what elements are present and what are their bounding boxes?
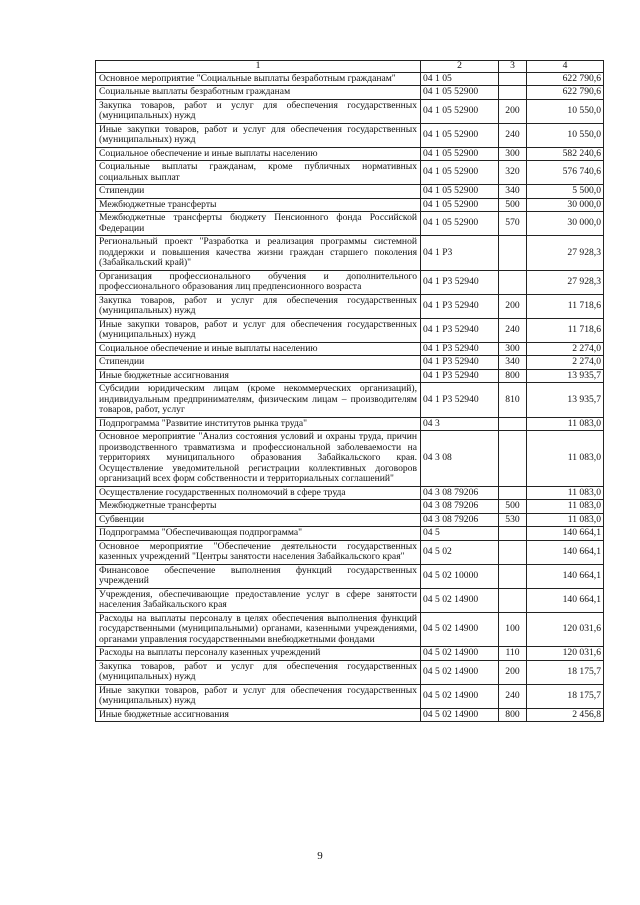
- row-name: Иные закупки товаров, работ и услуг для обеспечения государственных (муниципальных) нужд: [96, 123, 421, 147]
- row-code: 04 3 08 79206: [421, 500, 499, 514]
- row-amount: 2 274,0: [527, 356, 604, 370]
- table-row: [96, 318, 604, 342]
- table-row: [96, 212, 604, 236]
- table-row: [96, 342, 604, 356]
- row-name: Закупка товаров, работ и услуг для обеспечения государственных (муниципальных) нужд: [96, 660, 421, 684]
- table-row: [96, 513, 604, 527]
- budget-table-body: [96, 61, 604, 722]
- row-type: 530: [499, 513, 527, 527]
- row-amount: 2 274,0: [527, 342, 604, 356]
- row-amount: 576 740,6: [527, 161, 604, 185]
- row-type: 200: [499, 99, 527, 123]
- row-type: 300: [499, 147, 527, 161]
- row-type: 500: [499, 198, 527, 212]
- budget-table: [95, 60, 604, 722]
- table-row: [96, 588, 604, 612]
- row-name: Финансовое обеспечение выполнения функций государственных учреждений: [96, 564, 421, 588]
- row-type: [499, 431, 527, 487]
- table-row: [96, 647, 604, 661]
- table-row: [96, 383, 604, 418]
- page-number: 9: [317, 850, 323, 862]
- row-amount: 10 550,0: [527, 123, 604, 147]
- row-amount: 13 935,7: [527, 369, 604, 383]
- row-code: 04 5 02 14900: [421, 612, 499, 647]
- row-name: Подпрограмма "Развитие институтов рынка труда": [96, 417, 421, 431]
- table-row: [96, 417, 604, 431]
- row-code: 04 1 05 52900: [421, 212, 499, 236]
- row-amount: 140 664,1: [527, 564, 604, 588]
- table-row: [96, 708, 604, 722]
- table-row: [96, 161, 604, 185]
- row-type: [499, 486, 527, 500]
- row-amount: 622 790,6: [527, 86, 604, 100]
- budget-table-page: [95, 60, 603, 722]
- row-name: Расходы на выплаты персоналу в целях обеспечения выполнения функций государственными (муниципальными) органами, казенными учреждениями, органами управления государственными внебюджетными фондами: [96, 612, 421, 647]
- row-amount: 27 928,3: [527, 270, 604, 294]
- row-name: Иные бюджетные ассигнования: [96, 369, 421, 383]
- table-row: [96, 540, 604, 564]
- row-name: Осуществление государственных полномочий в сфере труда: [96, 486, 421, 500]
- row-code: 04 1 05 52900: [421, 198, 499, 212]
- table-row: [96, 198, 604, 212]
- row-code: 04 1 P3 52940: [421, 342, 499, 356]
- header-col-2: 2: [421, 61, 499, 73]
- row-amount: 2 456,8: [527, 708, 604, 722]
- row-code: 04 1 05 52900: [421, 147, 499, 161]
- table-row: [96, 147, 604, 161]
- row-code: 04 5 02 14900: [421, 660, 499, 684]
- row-code: 04 5 02: [421, 540, 499, 564]
- row-code: 04 1 P3 52940: [421, 294, 499, 318]
- row-amount: 11 083,0: [527, 500, 604, 514]
- row-amount: 582 240,6: [527, 147, 604, 161]
- row-type: 300: [499, 342, 527, 356]
- header-col-1: 1: [96, 61, 421, 73]
- row-name: Стипендии: [96, 185, 421, 199]
- row-type: [499, 86, 527, 100]
- row-amount: 30 000,0: [527, 198, 604, 212]
- row-type: 240: [499, 318, 527, 342]
- row-type: [499, 72, 527, 86]
- row-name: Основное мероприятие "Социальные выплаты безработным гражданам": [96, 72, 421, 86]
- row-name: Социальное обеспечение и иные выплаты населению: [96, 147, 421, 161]
- table-row: [96, 684, 604, 708]
- header-col-3: 3: [499, 61, 527, 73]
- table-row: [96, 99, 604, 123]
- row-name: Межбюджетные трансферты: [96, 500, 421, 514]
- row-amount: 18 175,7: [527, 660, 604, 684]
- table-row: [96, 564, 604, 588]
- row-amount: 5 500,0: [527, 185, 604, 199]
- row-name: Иные закупки товаров, работ и услуг для обеспечения государственных (муниципальных) нужд: [96, 684, 421, 708]
- row-code: 04 3 08: [421, 431, 499, 487]
- row-type: [499, 417, 527, 431]
- row-name: Региональный проект "Разработка и реализация программы системной поддержки и повышения качества жизни граждан старшего поколения (Забайкальский край)": [96, 236, 421, 271]
- row-code: 04 3: [421, 417, 499, 431]
- table-row: [96, 527, 604, 541]
- row-amount: 13 935,7: [527, 383, 604, 418]
- row-type: [499, 527, 527, 541]
- row-type: 570: [499, 212, 527, 236]
- row-type: 340: [499, 185, 527, 199]
- row-code: 04 5 02 10000: [421, 564, 499, 588]
- row-amount: 11 718,6: [527, 294, 604, 318]
- row-name: Социальные выплаты безработным гражданам: [96, 86, 421, 100]
- row-amount: 11 718,6: [527, 318, 604, 342]
- row-code: 04 1 05 52900: [421, 161, 499, 185]
- row-type: 500: [499, 500, 527, 514]
- row-type: 240: [499, 684, 527, 708]
- row-name: Учреждения, обеспечивающие предоставление услуг в сфере занятости населения Забайкальского края: [96, 588, 421, 612]
- table-row: [96, 86, 604, 100]
- row-amount: 10 550,0: [527, 99, 604, 123]
- row-code: 04 1 05 52900: [421, 185, 499, 199]
- row-code: 04 1 P3: [421, 236, 499, 271]
- row-amount: 30 000,0: [527, 212, 604, 236]
- row-code: 04 3 08 79206: [421, 513, 499, 527]
- row-type: 110: [499, 647, 527, 661]
- row-name: Стипендии: [96, 356, 421, 370]
- table-row: [96, 236, 604, 271]
- row-code: 04 1 P3 52940: [421, 383, 499, 418]
- row-amount: 11 083,0: [527, 431, 604, 487]
- row-type: [499, 540, 527, 564]
- header-col-4: 4: [527, 61, 604, 73]
- row-name: Иные закупки товаров, работ и услуг для обеспечения государственных (муниципальных) нужд: [96, 318, 421, 342]
- row-name: Расходы на выплаты персоналу казенных учреждений: [96, 647, 421, 661]
- row-name: Организация профессионального обучения и дополнительного профессионального образования лиц предпенсионного возраста: [96, 270, 421, 294]
- row-code: 04 5 02 14900: [421, 684, 499, 708]
- row-amount: 120 031,6: [527, 647, 604, 661]
- row-type: 340: [499, 356, 527, 370]
- row-code: 04 5 02 14900: [421, 708, 499, 722]
- table-row: [96, 486, 604, 500]
- table-row: [96, 369, 604, 383]
- row-amount: 140 664,1: [527, 540, 604, 564]
- row-name: Субвенции: [96, 513, 421, 527]
- table-row: [96, 294, 604, 318]
- table-row: [96, 270, 604, 294]
- table-header-row: [96, 61, 604, 73]
- row-name: Иные бюджетные ассигнования: [96, 708, 421, 722]
- row-type: 240: [499, 123, 527, 147]
- row-name: Основное мероприятие "Анализ состояния условий и охраны труда, причин производственного травматизма и профессиональной заболеваемости на территориях муниципального образования Забайкальского края. Осуществление уведомительной регистрации коллективных договоров организаций всех форм собственности и территориальных соглашений": [96, 431, 421, 487]
- row-amount: 140 664,1: [527, 527, 604, 541]
- row-name: Социальное обеспечение и иные выплаты населению: [96, 342, 421, 356]
- row-code: 04 5: [421, 527, 499, 541]
- row-amount: 18 175,7: [527, 684, 604, 708]
- row-type: 100: [499, 612, 527, 647]
- row-code: 04 1 05 52900: [421, 123, 499, 147]
- table-row: [96, 123, 604, 147]
- row-type: [499, 270, 527, 294]
- row-name: Субсидии юридическим лицам (кроме некоммерческих организаций), индивидуальным предпринимателям, физическим лицам – производителям товаров, работ, услуг: [96, 383, 421, 418]
- row-type: [499, 236, 527, 271]
- row-code: 04 1 P3 52940: [421, 369, 499, 383]
- row-code: 04 3 08 79206: [421, 486, 499, 500]
- row-name: Социальные выплаты гражданам, кроме публичных нормативных социальных выплат: [96, 161, 421, 185]
- table-row: [96, 660, 604, 684]
- row-type: [499, 588, 527, 612]
- row-type: 810: [499, 383, 527, 418]
- row-name: Подпрограмма "Обеспечивающая подпрограмма": [96, 527, 421, 541]
- row-name: Закупка товаров, работ и услуг для обеспечения государственных (муниципальных) нужд: [96, 99, 421, 123]
- row-amount: 11 083,0: [527, 513, 604, 527]
- row-code: 04 1 05 52900: [421, 86, 499, 100]
- row-code: 04 5 02 14900: [421, 588, 499, 612]
- row-name: Закупка товаров, работ и услуг для обеспечения государственных (муниципальных) нужд: [96, 294, 421, 318]
- row-amount: 11 083,0: [527, 486, 604, 500]
- table-row: [96, 612, 604, 647]
- row-type: 200: [499, 660, 527, 684]
- row-name: Межбюджетные трансферты: [96, 198, 421, 212]
- row-code: 04 1 05 52900: [421, 99, 499, 123]
- row-code: 04 1 P3 52940: [421, 270, 499, 294]
- row-name: Межбюджетные трансферты бюджету Пенсионного фонда Российской Федерации: [96, 212, 421, 236]
- table-row: [96, 185, 604, 199]
- table-row: [96, 431, 604, 487]
- row-type: 200: [499, 294, 527, 318]
- row-name: Основное мероприятие "Обеспечение деятельности государственных казенных учреждений "Центры занятости населения Забайкальского края": [96, 540, 421, 564]
- row-code: 04 1 05: [421, 72, 499, 86]
- row-type: 320: [499, 161, 527, 185]
- table-row: [96, 356, 604, 370]
- row-amount: 622 790,6: [527, 72, 604, 86]
- row-type: [499, 564, 527, 588]
- row-type: 800: [499, 369, 527, 383]
- row-amount: 120 031,6: [527, 612, 604, 647]
- row-code: 04 1 P3 52940: [421, 356, 499, 370]
- row-amount: 140 664,1: [527, 588, 604, 612]
- row-amount: 11 083,0: [527, 417, 604, 431]
- row-amount: 27 928,3: [527, 236, 604, 271]
- table-row: [96, 72, 604, 86]
- row-code: 04 5 02 14900: [421, 647, 499, 661]
- row-code: 04 1 P3 52940: [421, 318, 499, 342]
- table-row: [96, 500, 604, 514]
- row-type: 800: [499, 708, 527, 722]
